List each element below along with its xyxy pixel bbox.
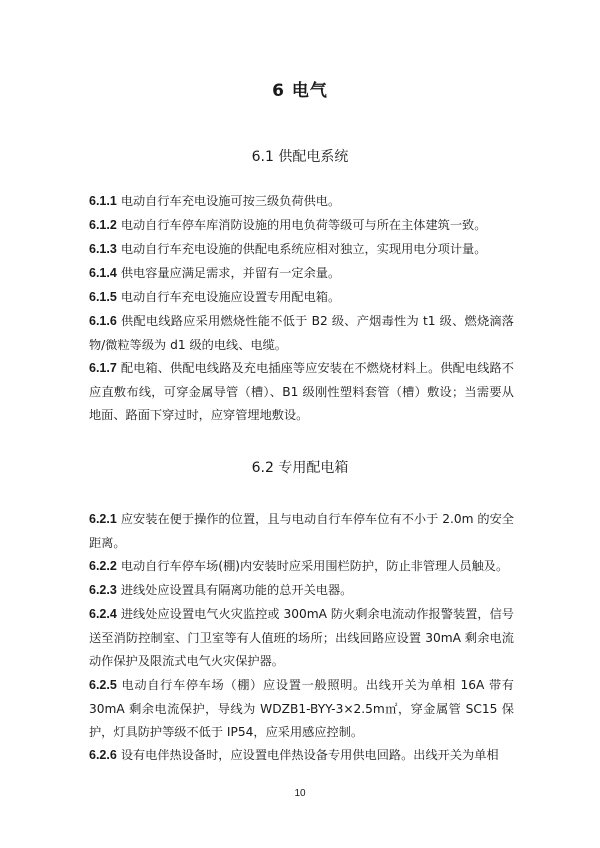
clause-text: 电动自行车充电设施的供配电系统应相对独立，实现用电分项计量。 xyxy=(120,242,487,256)
clause-text: 应安装在便于操作的位置，且与电动自行车停车位有不小于 2.0m 的安全距离。 xyxy=(89,512,514,550)
clause-number: 6.1.4 xyxy=(89,266,117,280)
clause-number: 6.2.6 xyxy=(89,748,117,762)
clause-6-1-2 xyxy=(89,214,514,238)
clause-text: 电动自行车停车场(棚)内安装时应采用围栏防护，防止非管理人员触及。 xyxy=(120,559,509,573)
clause-number: 6.1.1 xyxy=(89,194,117,208)
clause-text: 电动自行车停车场（棚）应设置一般照明。出线开关为单相 16A 带有 30mA 剩余电流保护，导线为 WDZB1-BYY-3×2.5m㎡，穿金属管 SC15 保护，灯具防护等级不低于 IP54，应采用感应控制。 xyxy=(89,678,514,739)
clause-6-2-6 xyxy=(89,744,514,768)
clause-6-2-4 xyxy=(89,603,514,674)
clause-number: 6.1.7 xyxy=(89,361,117,375)
clause-number: 6.2.4 xyxy=(89,607,117,621)
clause-6-1-6 xyxy=(89,310,514,357)
clause-6-2-5 xyxy=(89,674,514,745)
clause-number: 6.1.2 xyxy=(89,218,117,232)
clause-6-2-3 xyxy=(89,579,514,603)
section-title-6-2: 6.2 专用配电箱 xyxy=(251,460,349,476)
clause-6-2-1 xyxy=(89,508,514,555)
clause-number: 6.2.1 xyxy=(89,512,117,526)
clause-6-1-7 xyxy=(89,357,514,428)
clause-number: 6.2.5 xyxy=(89,678,117,692)
clause-number: 6.1.5 xyxy=(89,290,117,304)
clause-6-1-3 xyxy=(89,238,514,262)
clause-6-1-5 xyxy=(89,286,514,310)
clause-text: 配电箱、供配电线路及充电插座等应安装在不燃烧材料上。供配电线路不应直敷布线，可穿金属导管（槽）、B1 级刚性塑料套管（槽）敷设；当需要从地面、路面下穿过时，应穿管埋地敷设。 xyxy=(89,361,514,422)
clause-number: 6.1.3 xyxy=(89,242,117,256)
clause-text: 电动自行车充电设施应设置专用配电箱。 xyxy=(120,290,341,304)
clause-number: 6.1.6 xyxy=(89,314,117,328)
clause-6-1-4 xyxy=(89,262,514,286)
clause-text: 进线处应设置电气火灾监控或 300mA 防火剩余电流动作报警装置，信号送至消防控制室、门卫室等有人值班的场所；出线回路应设置 30mA 剩余电流动作保护及限流式电气火灾保护器。 xyxy=(89,607,514,668)
clause-6-1-1 xyxy=(89,190,514,214)
clause-text: 设有电伴热设备时，应设置电伴热设备专用供电回路。出线开关为单相 xyxy=(120,748,499,762)
clause-number: 6.2.2 xyxy=(89,559,117,573)
clause-number: 6.2.3 xyxy=(89,583,117,597)
clause-text: 供电容量应满足需求，并留有一定余量。 xyxy=(120,266,341,280)
section-title-6-1: 6.1 供配电系统 xyxy=(251,149,349,165)
clause-text: 进线处应设置具有隔离功能的总开关电器。 xyxy=(120,583,353,597)
chapter-title: 6 电气 xyxy=(272,81,328,101)
clause-text: 电动自行车充电设施可按三级负荷供电。 xyxy=(120,194,341,208)
clause-6-2-2 xyxy=(89,555,514,579)
clause-text: 供配电线路应采用燃烧性能不低于 B2 级、产烟毒性为 t1 级、燃烧滴落物/微粒等级为 d1 级的电线、电缆。 xyxy=(89,314,514,352)
clause-text: 电动自行车停车库消防设施的用电负荷等级可与所在主体建筑一致。 xyxy=(120,218,487,232)
page-number: 10 xyxy=(294,788,306,799)
